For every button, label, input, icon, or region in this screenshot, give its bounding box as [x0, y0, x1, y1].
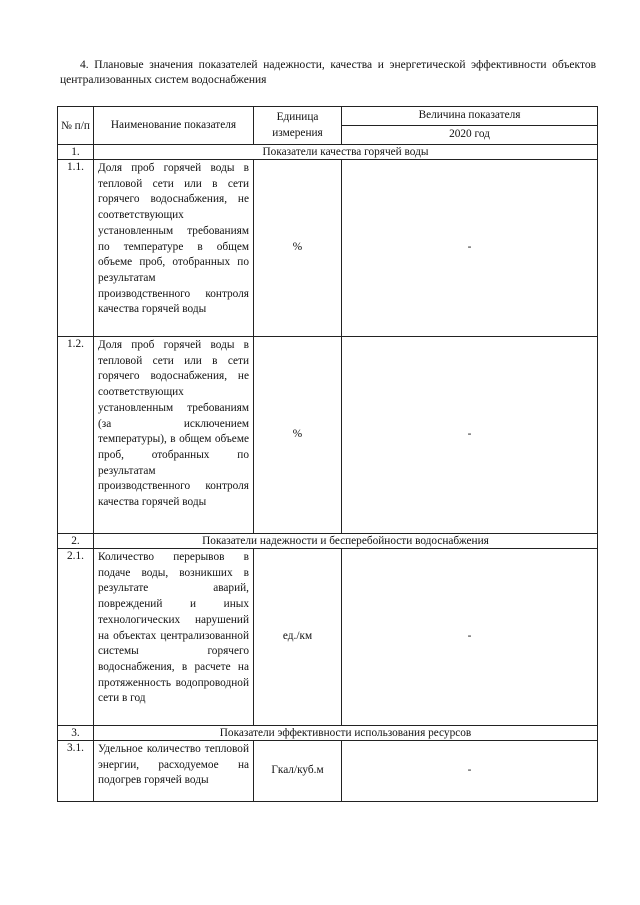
section-num: 1.: [58, 145, 94, 160]
header-num: № п/п: [58, 107, 94, 145]
row-name: Количество перерывов в подаче воды, возникших в результате аварий, повреждений и иных технологических нарушений на объектах централизованной системы горячего водоснабжения, в расчете на протяженность водопроводной сети в год: [94, 549, 254, 726]
section-num: 3.: [58, 726, 94, 741]
row-name: Удельное количество тепловой энергии, расходуемое на подогрев горячей воды: [94, 741, 254, 802]
row-value: -: [342, 549, 598, 726]
section-row: [58, 534, 598, 549]
table-header-row: [58, 107, 598, 126]
row-num: 1.2.: [58, 337, 94, 534]
header-unit: Единица измерения: [254, 107, 342, 145]
row-name: Доля проб горячей воды в тепловой сети или в сети горячего водоснабжения, не соответствующих установленным требованиям по температуре в общем объеме проб, отобранных по результатам производственного контроля качества горячей воды: [94, 160, 254, 337]
row-value: -: [342, 160, 598, 337]
section-title: Показатели качества горячей воды: [94, 145, 598, 160]
table-row: [58, 549, 598, 726]
row-unit: %: [254, 160, 342, 337]
header-value: Величина показателя: [342, 107, 598, 126]
table-row: [58, 337, 598, 534]
section-row: [58, 145, 598, 160]
row-unit: ед./км: [254, 549, 342, 726]
section-title: Показатели эффективности использования ресурсов: [94, 726, 598, 741]
row-value: -: [342, 337, 598, 534]
row-value: -: [342, 741, 598, 802]
section-row: [58, 726, 598, 741]
row-unit: %: [254, 337, 342, 534]
section-title: Показатели надежности и бесперебойности водоснабжения: [94, 534, 598, 549]
table-row: [58, 741, 598, 802]
header-year: 2020 год: [342, 126, 598, 145]
row-num: 3.1.: [58, 741, 94, 802]
indicators-table: [57, 106, 598, 802]
row-unit: Гкал/куб.м: [254, 741, 342, 802]
page-heading: 4. Плановые значения показателей надежности, качества и энергетической эффективности объектов централизованных систем водоснабжения: [60, 59, 596, 86]
row-num: 2.1.: [58, 549, 94, 726]
section-num: 2.: [58, 534, 94, 549]
row-name: Доля проб горячей воды в тепловой сети или в сети горячего водоснабжения, не соответствующих установленным требованиям (за исключением температуры), в общем объеме проб, отобранных по результатам производственного контроля качества горячей воды: [94, 337, 254, 534]
header-name: Наименование показателя: [94, 107, 254, 145]
row-num: 1.1.: [58, 160, 94, 337]
table-row: [58, 160, 598, 337]
